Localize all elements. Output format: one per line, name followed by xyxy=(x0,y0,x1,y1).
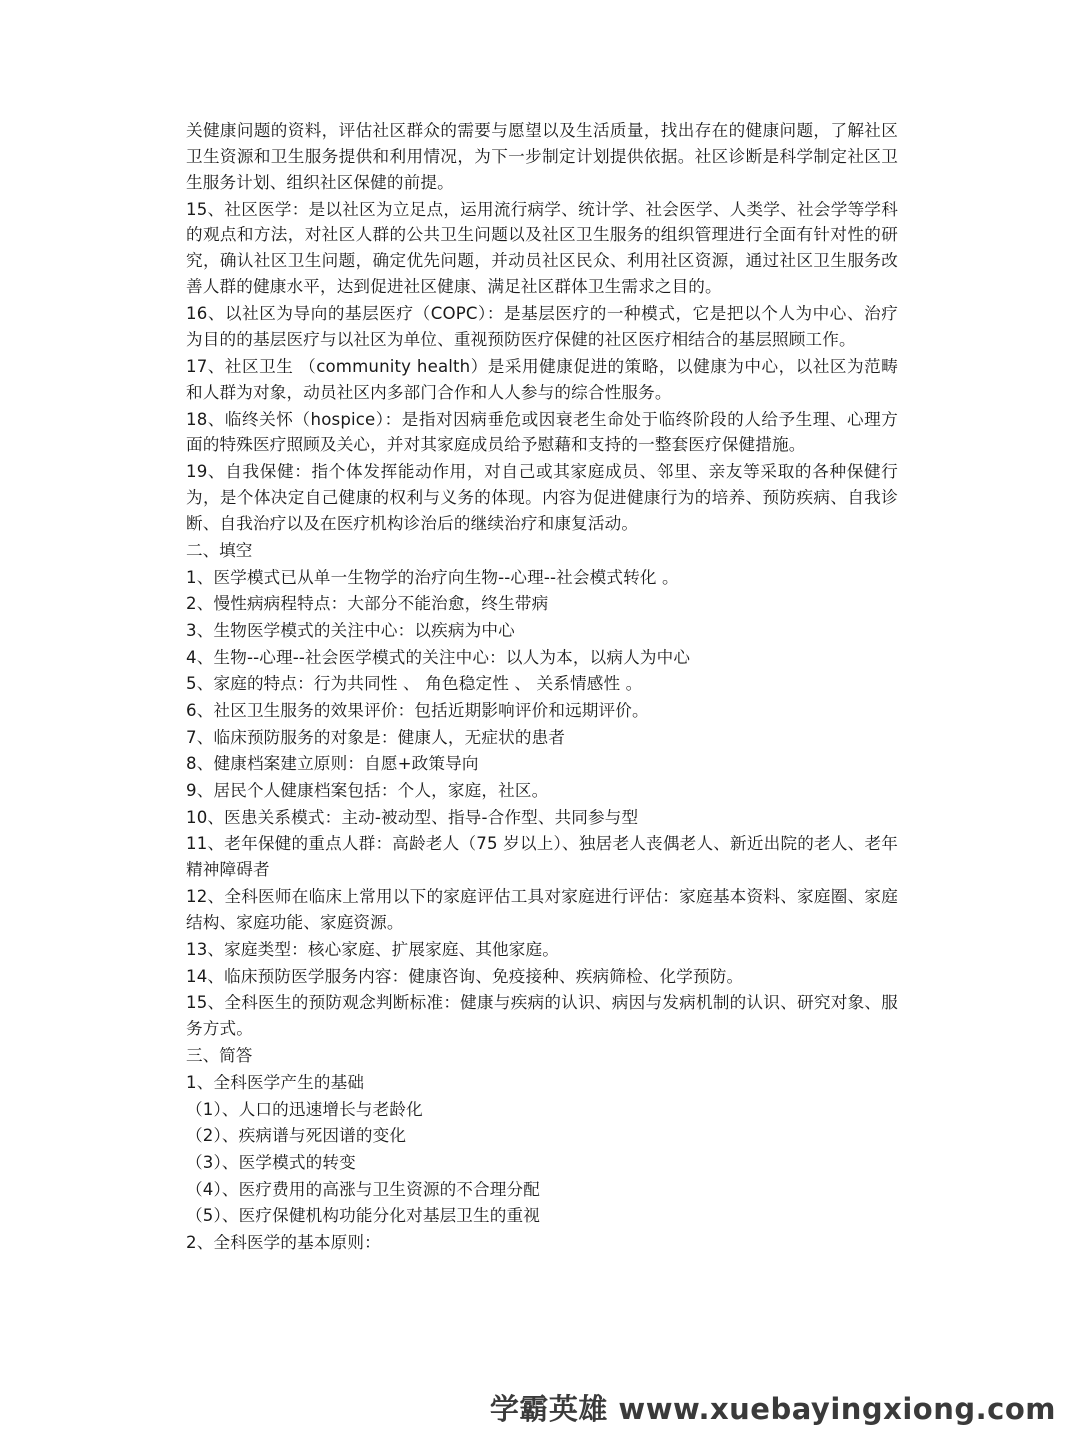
fill-blank-item: 13、家庭类型：核心家庭、扩展家庭、其他家庭。 xyxy=(186,940,560,959)
short-answer-point: （4）、医疗费用的高涨与卫生资源的不合理分配 xyxy=(186,1179,541,1199)
short-answer-point: （5）、医疗保健机构功能分化对基层卫生的重视 xyxy=(186,1206,541,1226)
short-answer-point: （2）、疾病谱与死因谱的变化 xyxy=(186,1126,407,1146)
definition-paragraph: 16、以社区为导向的基层医疗（COPC）：是基层医疗的一种模式，它是把以个人为中心、治疗为目的的基层医疗与以社区为单位、重视预防医疗保健的社区医疗相结合的基层照顾工作。 xyxy=(186,303,898,349)
short-answer-question: 2、全科医学的基本原则： xyxy=(186,1232,381,1252)
section-heading-short-answer: 三、简答 xyxy=(186,1046,253,1066)
fill-blank-item: 6、社区卫生服务的效果评价：包括近期影响评价和远期评价。 xyxy=(186,701,649,720)
fill-blank-item: 4、生物--心理--社会医学模式的关注中心：以人为本，以病人为中心 xyxy=(186,647,691,667)
definition-paragraph: 关健康问题的资料，评估社区群众的需要与愿望以及生活质量，找出存在的健康问题，了解社区卫生资源和卫生服务提供和利用情况，为下一步制定计划提供依据。社区诊断是科学制定社区卫生服务计划、组织社区保健的前提。 xyxy=(186,121,898,192)
definition-paragraph: 17、社区卫生 （community health）是采用健康促进的策略，以健康为中心，以社区为范畴和人群为对象，动员社区内多部门合作和人人参与的综合性服务。 xyxy=(186,356,898,402)
document-page xyxy=(186,118,898,1257)
short-answer-point: （3）、医学模式的转变 xyxy=(186,1152,356,1172)
fill-blank-item: 15、全科医生的预防观念判断标准：健康与疾病的认识、病因与发病机制的认识、研究对象、服务方式。 xyxy=(186,993,898,1039)
short-answer-question: 1、全科医学产生的基础 xyxy=(186,1072,365,1092)
fill-blank-item: 9、居民个人健康档案包括：个人，家庭，社区。 xyxy=(186,781,549,801)
fill-blank-item: 5、家庭的特点：行为共同性 、 角色稳定性 、 关系情感性 。 xyxy=(186,674,643,694)
definition-paragraph: 18、临终关怀（hospice）：是指对因病垂危或因衰老生命处于临终阶段的人给予生理、心理方面的特殊医疗照顾及关心，并对其家庭成员给予慰藉和支持的一整套医疗保健措施。 xyxy=(186,409,898,455)
fill-blank-item: 14、临床预防医学服务内容：健康咨询、免疫接种、疾病筛检、化学预防。 xyxy=(186,966,744,986)
fill-blank-item: 10、医患关系模式：主动-被动型、指导-合作型、共同参与型 xyxy=(186,807,639,827)
fill-blank-item: 3、生物医学模式的关注中心：以疾病为中心 xyxy=(186,620,515,640)
definition-paragraph: 15、社区医学：是以社区为立足点，运用流行病学、统计学、社会医学、人类学、社会学等学科的观点和方法，对社区人群的公共卫生问题以及社区卫生服务的组织管理进行全面有针对性的研究，确认社区卫生问题，确定优先问题，并动员社区民众、利用社区资源，通过社区卫生服务改善人群的健康水平，达到促进社区健康、满足社区群体卫生需求之目的。 xyxy=(186,199,898,296)
fill-blank-item: 8、健康档案建立原则：自愿+政策导向 xyxy=(186,754,479,774)
fill-blank-item: 7、临床预防服务的对象是：健康人，无症状的患者 xyxy=(186,727,566,747)
site-watermark: 学霸英雄 www.xuebayingxiong.com xyxy=(489,1392,1056,1426)
definition-paragraph: 19、自我保健：指个体发挥能动作用，对自己或其家庭成员、邻里、亲友等采取的各种保健行为，是个体决定自己健康的权利与义务的体现。内容为促进健康行为的培养、预防疾病、自我诊断、自我治疗以及在医疗机构诊治后的继续治疗和康复活动。 xyxy=(186,462,898,533)
fill-blank-item: 1、医学模式已从单一生物学的治疗向生物--心理--社会模式转化 。 xyxy=(186,567,679,587)
section-heading-fill-blank: 二、填空 xyxy=(186,540,253,560)
short-answer-point: （1）、人口的迅速增长与老龄化 xyxy=(186,1099,423,1119)
fill-blank-item: 11、老年保健的重点人群：高龄老人（75 岁以上）、独居老人丧偶老人、新近出院的老人、老年精神障碍者 xyxy=(186,834,898,880)
fill-blank-item: 12、全科医师在临床上常用以下的家庭评估工具对家庭进行评估：家庭基本资料、家庭圈、家庭结构、家庭功能、家庭资源。 xyxy=(186,887,898,933)
fill-blank-item: 2、慢性病病程特点：大部分不能治愈，终生带病 xyxy=(186,594,549,614)
